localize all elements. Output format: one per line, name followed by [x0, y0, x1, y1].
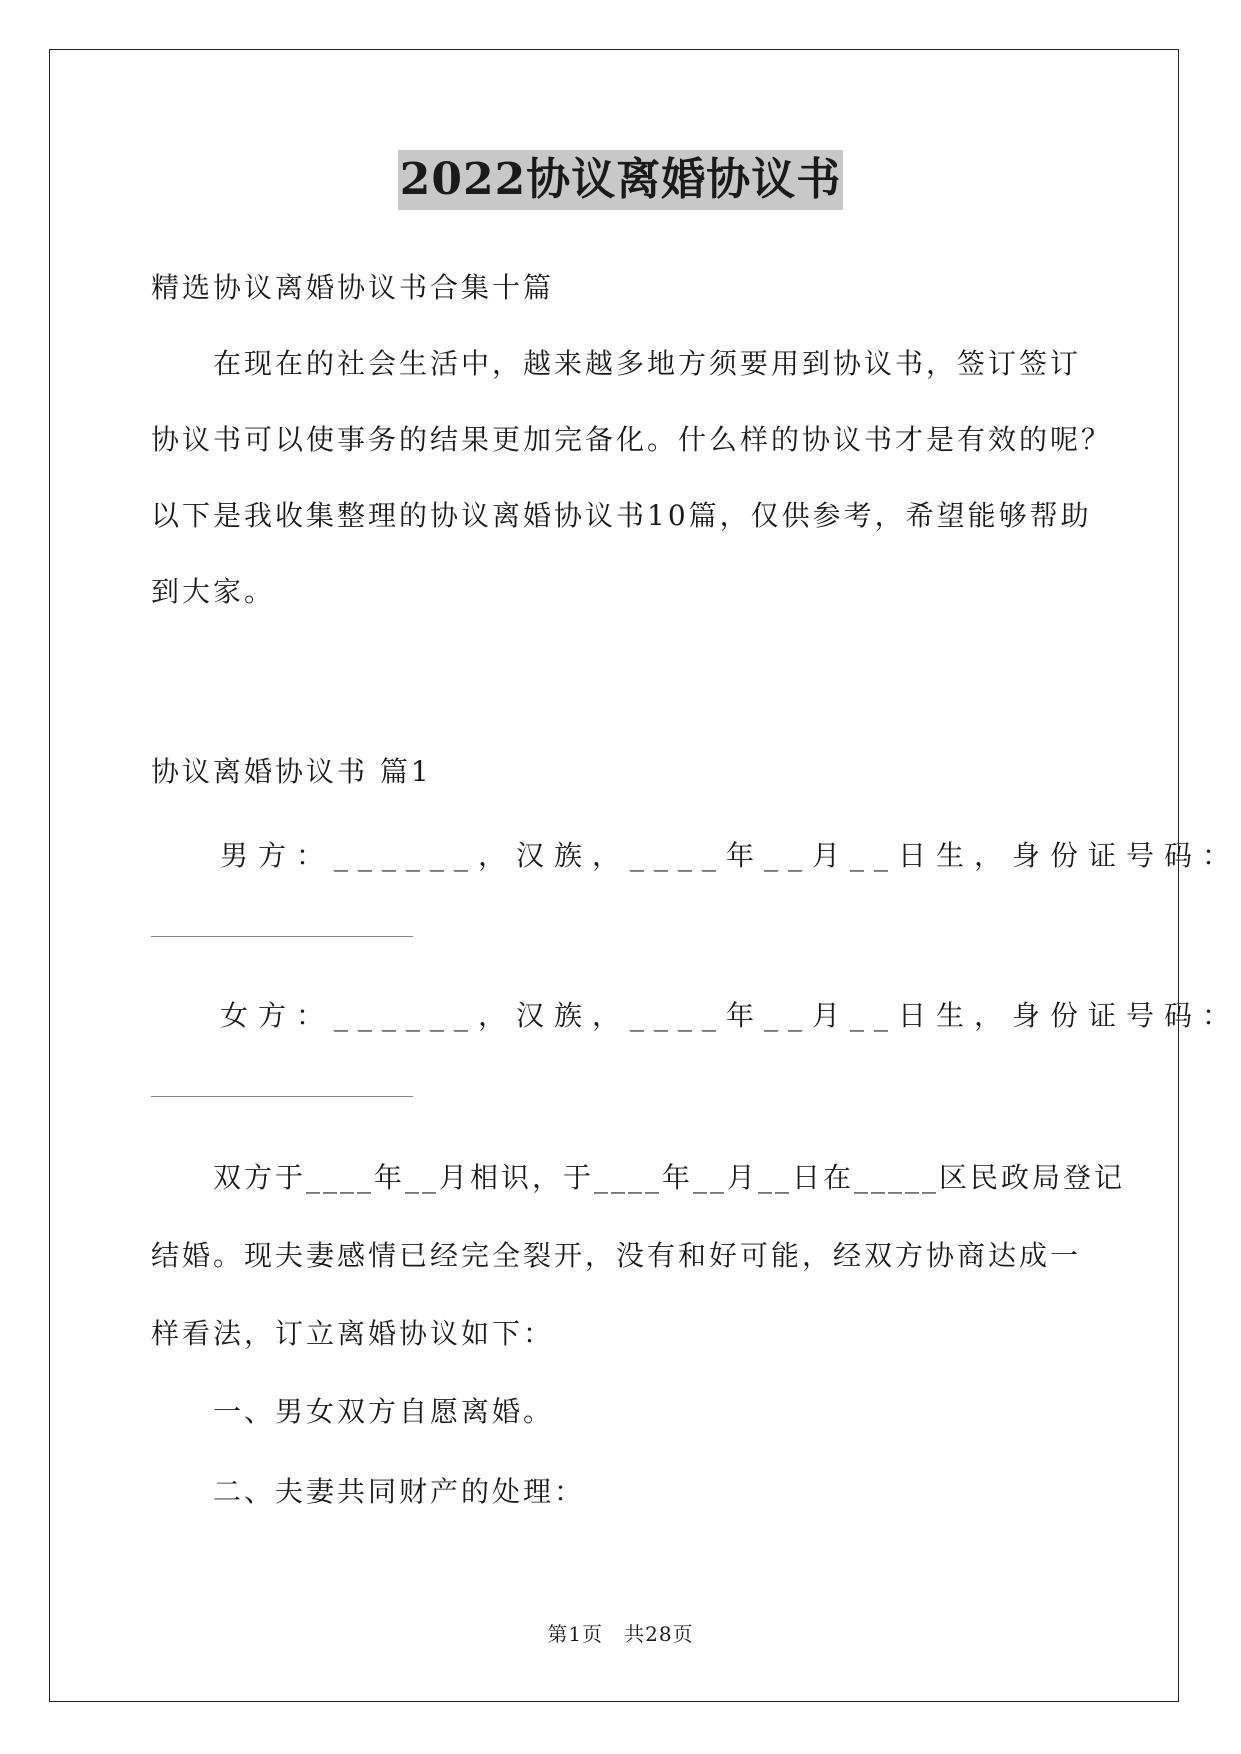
- body-line-3: 样看法，订立离婚协议如下：: [151, 1317, 555, 1350]
- body-line-2: 结婚。现夫妻感情已经完全裂开，没有和好可能，经双方协商达成一: [151, 1239, 1082, 1272]
- clause-1: 一、男女双方自愿离婚。: [213, 1395, 555, 1428]
- intro-line-3: 以下是我收集整理的协议离婚协议书10篇，仅供参考，希望能够帮助: [151, 499, 1092, 532]
- page-footer: 第1页 共28页: [547, 1622, 694, 1646]
- document-title: 2022协议离婚协议书: [398, 150, 843, 210]
- intro-line-1: 在现在的社会生活中，越来越多地方须要用到协议书，签订签订: [213, 347, 1082, 380]
- intro-line-2: 协议书可以使事务的结果更加完备化。什么样的协议书才是有效的呢？: [151, 423, 1113, 456]
- female-id-blank: [151, 1096, 413, 1097]
- female-party-line: 女方：______，汉族，____年__月__日生，身份证号码：: [220, 999, 1241, 1032]
- clause-2: 二、夫妻共同财产的处理：: [213, 1475, 586, 1508]
- subtitle: 精选协议离婚协议书合集十篇: [151, 271, 555, 304]
- section-heading: 协议离婚协议书 篇1: [151, 755, 432, 788]
- intro-line-4: 到大家。: [151, 575, 276, 608]
- male-party-line: 男方：______，汉族，____年__月__日生，身份证号码：: [220, 839, 1241, 872]
- body-line-1: 双方于____年__月相识，于____年__月__日在_____区民政局登记: [213, 1161, 1126, 1194]
- male-id-blank: [151, 936, 413, 937]
- title-container: [0, 150, 1241, 210]
